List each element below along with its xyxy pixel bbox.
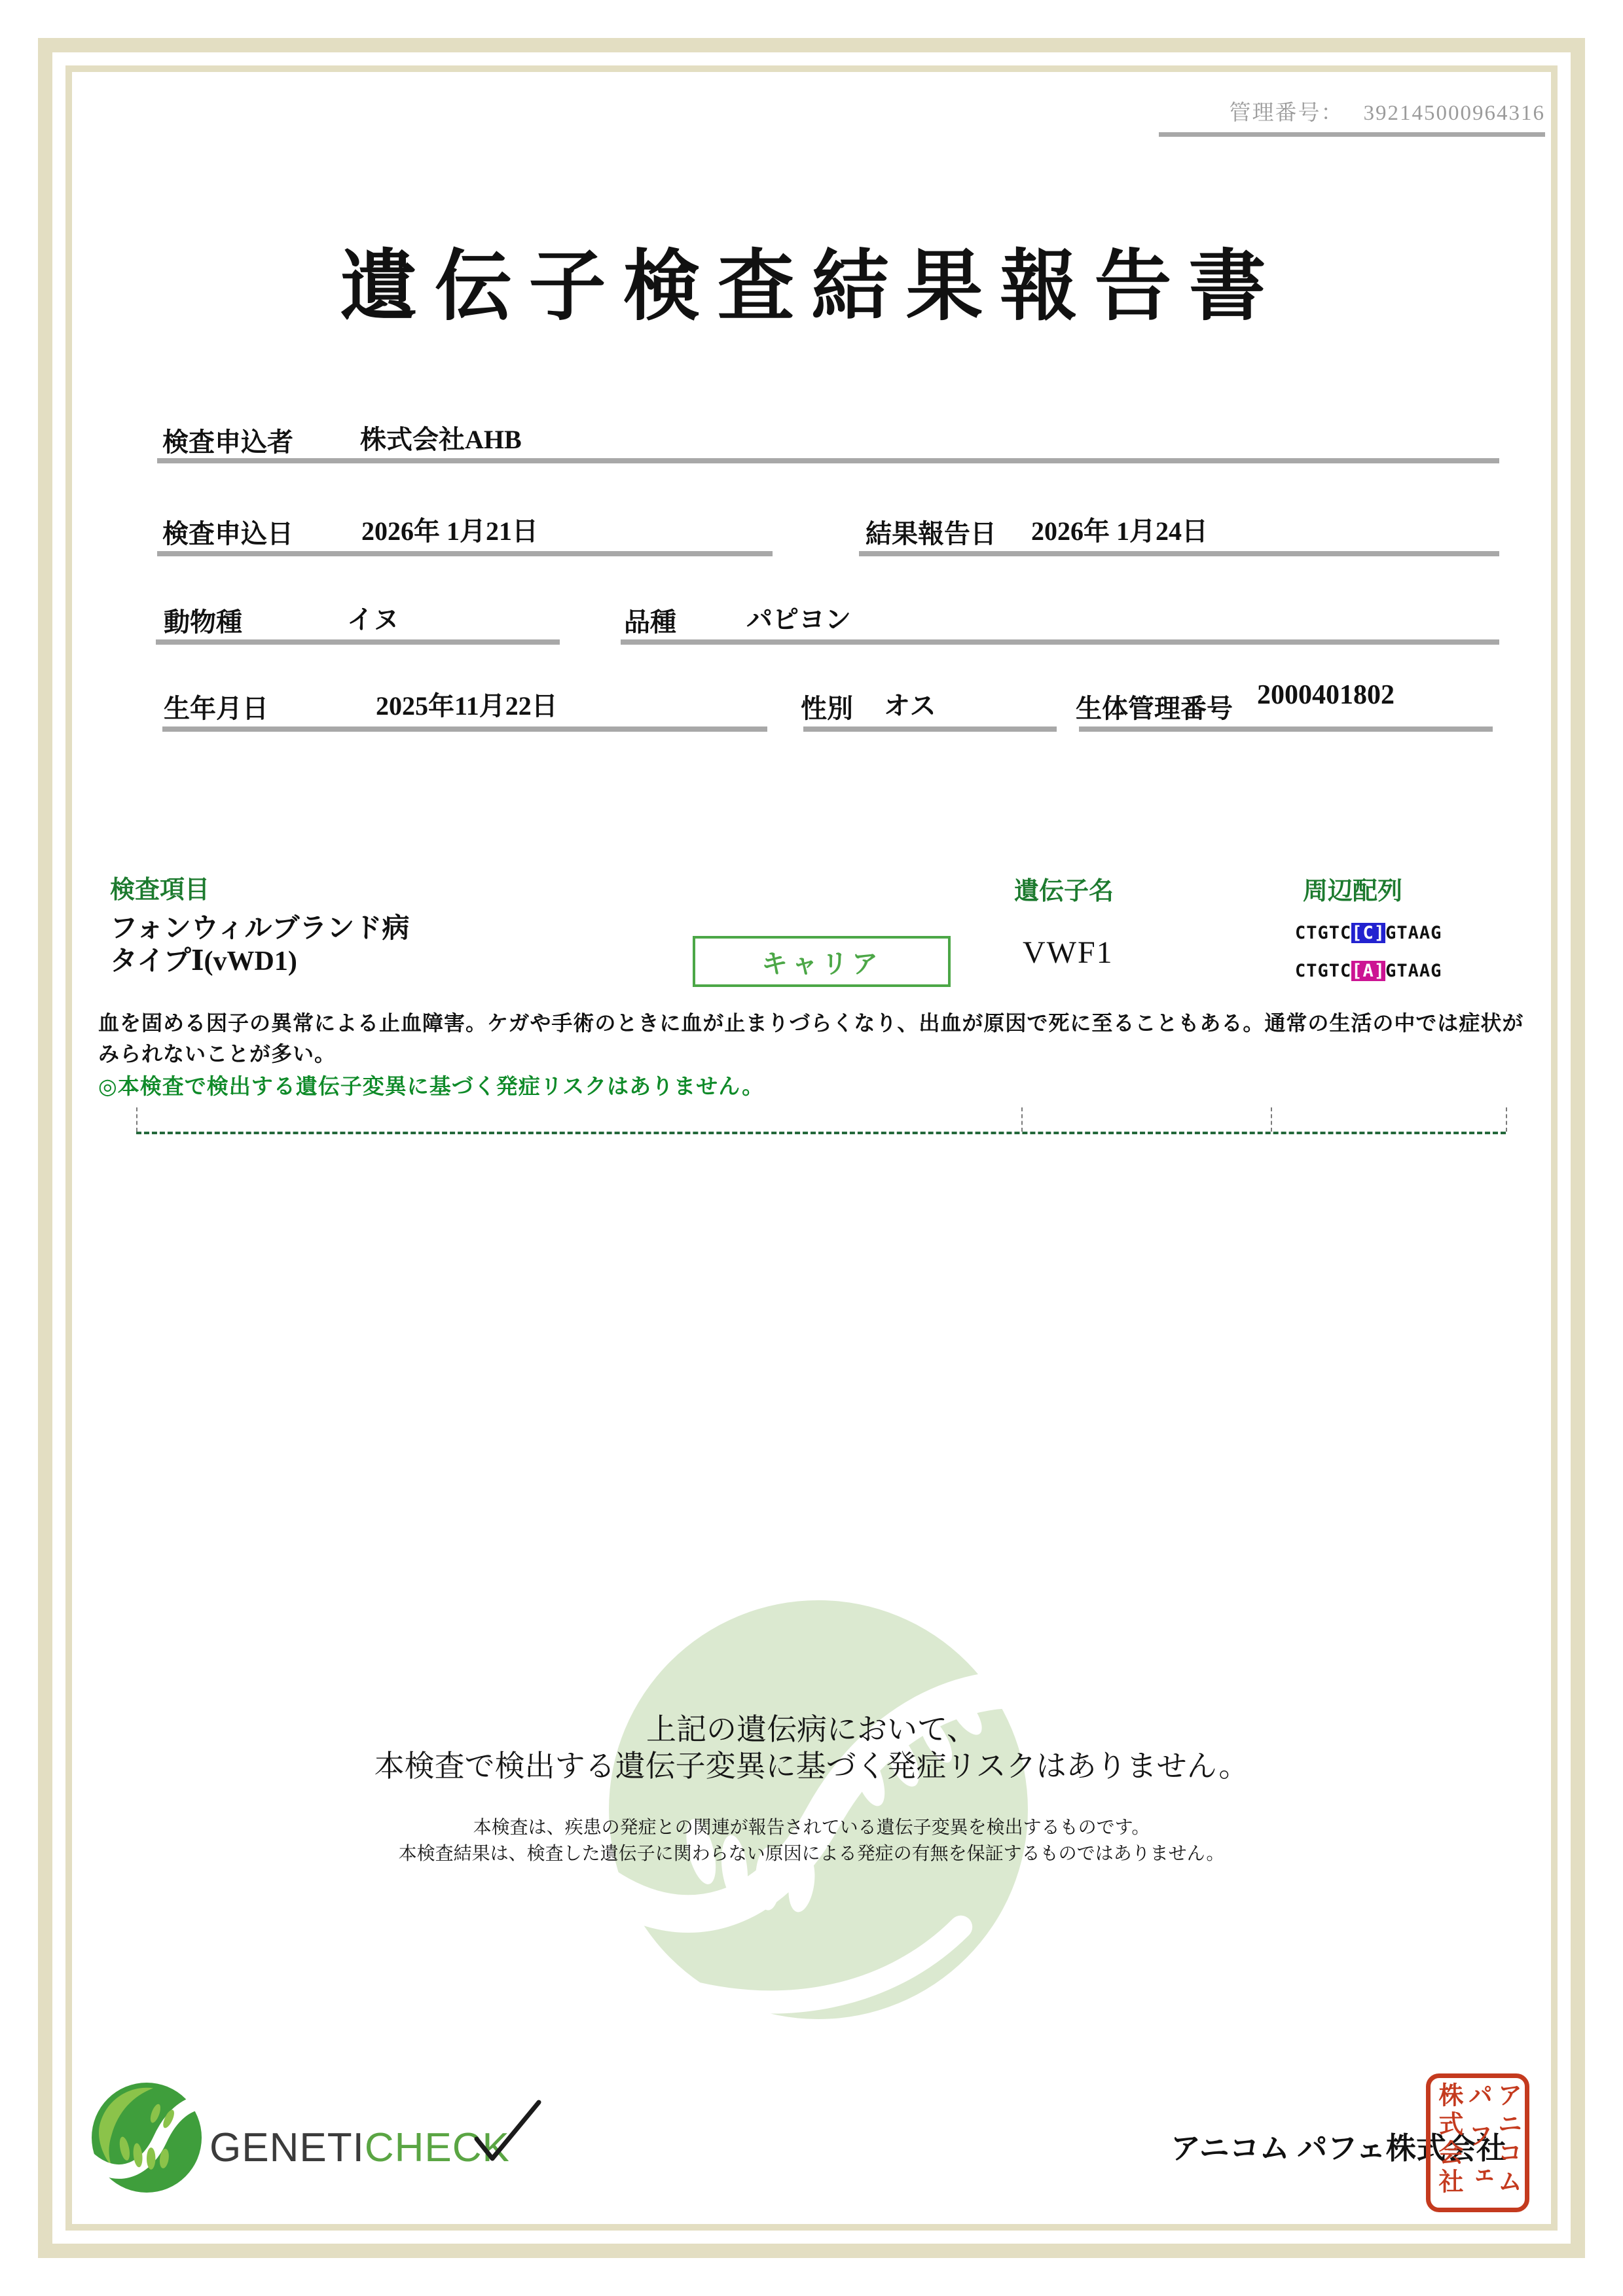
risk-note: ◎本検査で検出する遺伝子変異に基づく発症リスクはありません。 [98, 1075, 765, 1099]
sequence-normal [1295, 923, 1442, 943]
gene-label: 遺伝子名 [1014, 878, 1114, 905]
table-divider-sequence [1271, 1107, 1272, 1132]
applicant-underline [157, 458, 1499, 463]
applicant-value: 株式会社AHB [360, 425, 522, 454]
sequence-normal-variant: [C] [1351, 923, 1386, 943]
animal-id-underline [1079, 726, 1493, 732]
birth-label: 生年月日 [164, 694, 268, 723]
sex-value: オス [884, 691, 936, 721]
control-number [1048, 96, 1545, 126]
stamp-column-left: 株式会社 [1434, 2082, 1462, 2197]
breed-label: 品種 [624, 607, 676, 637]
sequence-normal-suffix: GTAAG [1385, 923, 1442, 943]
sequence-normal-prefix: CTGTC [1295, 923, 1352, 943]
table-divider-right [1506, 1107, 1507, 1132]
table-divider-gene [1021, 1107, 1023, 1132]
disease-name-line1: フォンウィルブランド病 [110, 914, 410, 944]
report-date-label: 結果報告日 [866, 519, 996, 548]
summary-line1: 上記の遺伝病において、 [646, 1712, 977, 1746]
logo-text-check: CHECK [364, 2125, 510, 2170]
stamp-column-right: アニコム [1493, 2082, 1521, 2197]
geneticheck-logo-mark [92, 2083, 202, 2193]
sequence-label: 周辺配列 [1303, 878, 1403, 905]
species-value: イヌ [347, 605, 399, 634]
animal-id-label: 生体管理番号 [1076, 694, 1233, 723]
sequence-mutant-suffix: GTAAG [1385, 961, 1442, 981]
report-date-value: 2026年 1月24日 [1031, 516, 1208, 546]
carrier-status-badge: キャリア [693, 936, 951, 987]
company-seal-stamp [1426, 2073, 1529, 2212]
control-number-value: 392145000964316 [1363, 101, 1545, 125]
species-label: 動物種 [164, 607, 242, 637]
summary-disclaimer2: 本検査結果は、検査した遺伝子に関わらない原因による発症の有無を保証するものではありません。 [398, 1843, 1225, 1863]
sex-label: 性別 [801, 694, 853, 723]
page-title: 遺伝子検査結果報告書 [340, 244, 1283, 330]
test-item-label: 検査項目 [110, 876, 210, 904]
disease-name-line2: タイプⅠ(vWD1) [110, 946, 297, 977]
logo-text-geneti: GENETI [210, 2125, 365, 2170]
table-bottom-divider [136, 1132, 1506, 1134]
sex-underline [803, 726, 1057, 732]
sequence-mutant-prefix: CTGTC [1295, 961, 1352, 981]
sequence-mutant-variant: [A] [1351, 961, 1386, 981]
disease-description: 血を固める因子の異常による止血障害。ケガや手術のときに血が止まりづらくなり、出血が原因で死に至ることもある。通常の生活の中では症状がみられないことが多い。 [98, 1011, 1524, 1066]
apply-date-label: 検査申込日 [162, 519, 293, 548]
animal-id-value: 2000401802 [1257, 680, 1395, 710]
summary-disclaimer1: 本検査は、疾患の発症との関連が報告されている遺伝子変異を検出するものです。 [473, 1817, 1150, 1837]
watermark-logo [609, 1600, 1028, 2019]
geneticheck-logo-text [210, 2125, 510, 2171]
breed-value: パピヨン [746, 605, 851, 634]
report-date-underline [859, 551, 1499, 556]
summary-line2: 本検査で検出する遺伝子変異に基づく発症リスクはありません。 [374, 1749, 1249, 1783]
breed-underline [621, 639, 1499, 645]
birth-underline [162, 726, 767, 732]
company-name: アニコム パフェ株式会社 [1171, 2132, 1506, 2165]
stamp-column-middle: パフェ [1464, 2082, 1491, 2204]
species-underline [156, 639, 560, 645]
apply-date-value: 2026年 1月21日 [361, 516, 538, 546]
table-divider-left [136, 1107, 137, 1132]
sequence-mutant [1295, 961, 1442, 981]
disease-name [110, 912, 409, 978]
gene-name: VWF1 [1023, 935, 1114, 970]
apply-date-underline [157, 551, 773, 556]
control-number-underline [1159, 132, 1545, 137]
logo-checkmark-icon [470, 2098, 542, 2169]
control-number-label: 管理番号： [1229, 101, 1344, 125]
birth-value: 2025年11月22日 [376, 691, 558, 721]
applicant-label: 検査申込者 [162, 427, 293, 457]
